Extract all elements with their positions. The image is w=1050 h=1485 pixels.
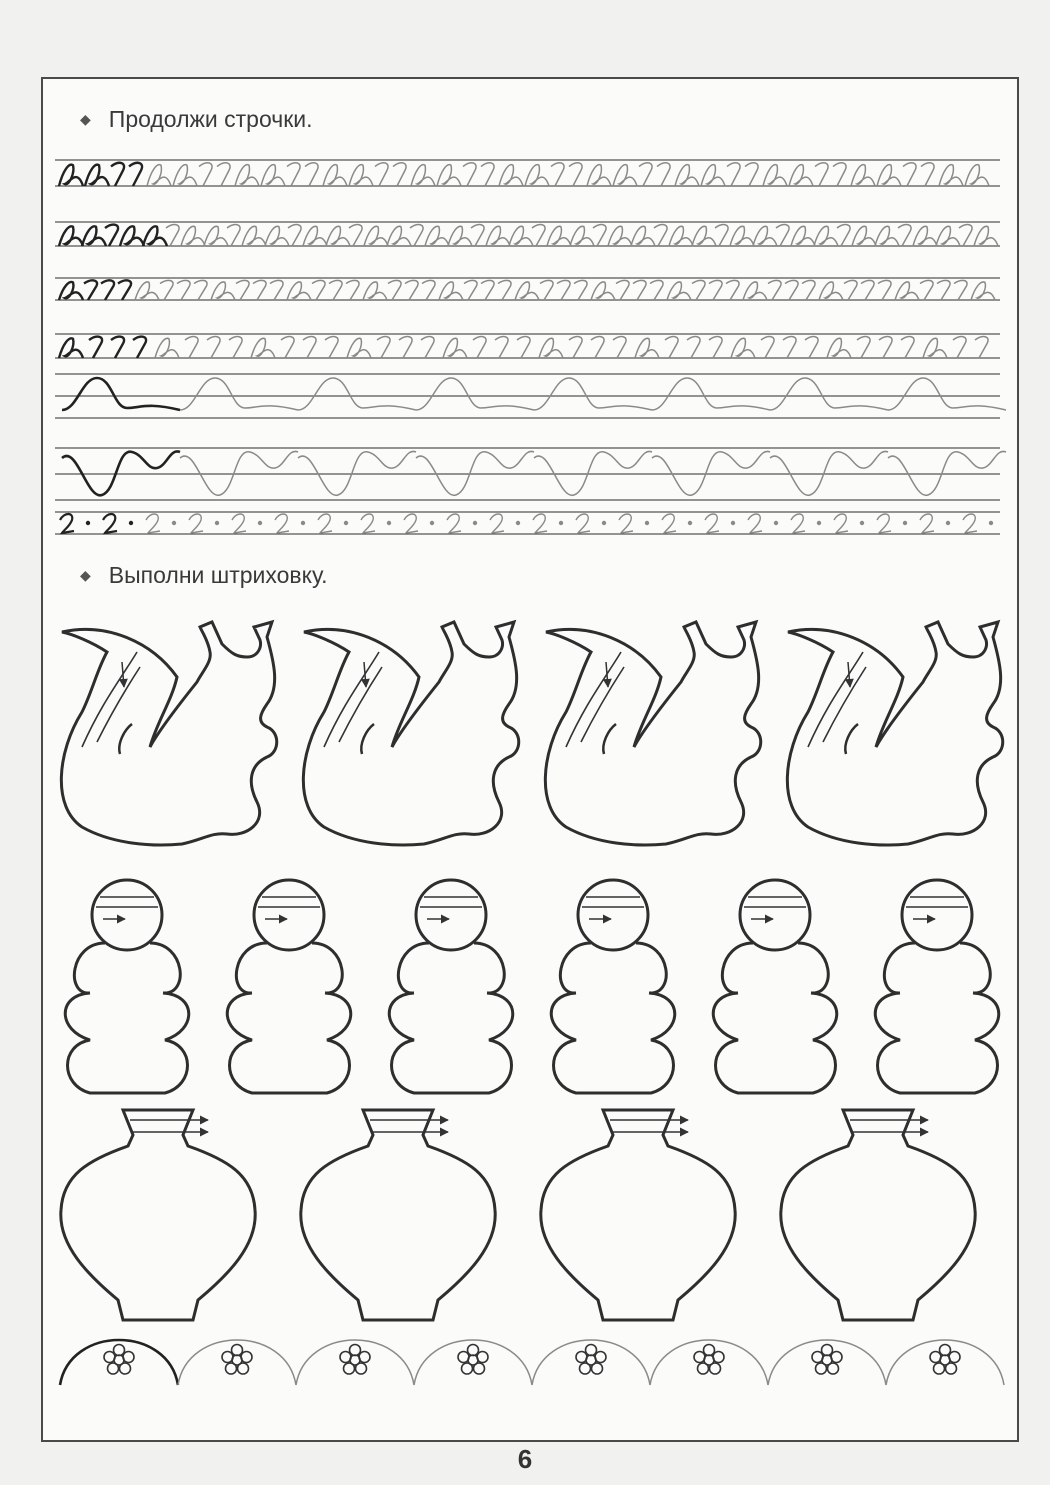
- tracing-letter: [361, 514, 375, 533]
- tracing-stroke: [499, 165, 523, 186]
- tracing-stroke: [616, 280, 629, 300]
- tracing-stroke: [857, 337, 870, 358]
- tracing-stroke: [532, 225, 545, 246]
- handwriting-rows: [55, 160, 1006, 534]
- tracing-stroke: [743, 282, 767, 300]
- tracing-stroke: [675, 165, 699, 186]
- tracing-stroke: [539, 338, 563, 358]
- tracing-letter: [791, 514, 805, 533]
- tracing-stroke: [349, 165, 373, 186]
- tracing-stroke: [939, 165, 963, 186]
- tracing-stroke: [129, 163, 142, 186]
- tracing-stroke: [287, 163, 300, 186]
- squirrel-figure: [545, 622, 760, 845]
- tracing-letter: [490, 514, 504, 533]
- tracing-stroke: [265, 226, 289, 246]
- tracing-stroke: [227, 225, 240, 246]
- tracing-stroke: [923, 338, 947, 358]
- tracing-stroke: [709, 337, 722, 358]
- tracing-stroke: [281, 337, 294, 358]
- tracing-stroke: [207, 337, 220, 358]
- tracing-stroke: [387, 226, 411, 246]
- tracing-stroke: [633, 280, 646, 300]
- tracing-stroke: [85, 165, 109, 186]
- tracing-stroke: [551, 163, 564, 186]
- tracing-dot: [645, 521, 649, 525]
- border-arch: [768, 1340, 886, 1385]
- tracing-stroke: [204, 226, 228, 246]
- border-arch: [60, 1340, 178, 1385]
- tracing-stroke: [833, 163, 846, 186]
- tracing-stroke: [879, 337, 892, 358]
- pot-figure: [541, 1110, 735, 1320]
- tracing-dot: [903, 521, 907, 525]
- tracing-stroke: [639, 163, 652, 186]
- tracing-stroke: [878, 280, 891, 300]
- flower-icon: [458, 1345, 488, 1375]
- tracing-stroke: [473, 337, 486, 358]
- tracing-dot: [516, 521, 520, 525]
- tracing-stroke: [111, 337, 124, 358]
- tracing-stroke: [877, 165, 901, 186]
- tracing-stroke: [727, 163, 740, 186]
- tracing-stroke: [181, 226, 205, 246]
- tracing-stroke: [471, 225, 484, 246]
- border-arch: [886, 1340, 1004, 1385]
- tracing-dot: [946, 521, 950, 525]
- tracing-stroke: [177, 280, 190, 300]
- tracing-stroke: [913, 226, 937, 246]
- tracing-stroke: [844, 280, 857, 300]
- tracing-dot: [774, 521, 778, 525]
- tracing-stroke: [753, 226, 777, 246]
- tracing-stroke: [229, 337, 242, 358]
- tracing-stroke: [591, 282, 615, 300]
- tracing-dot: [989, 521, 993, 525]
- tracing-stroke: [827, 338, 851, 358]
- tracing-stroke: [819, 282, 843, 300]
- border-arch: [532, 1340, 650, 1385]
- tracing-stroke: [692, 226, 716, 246]
- tracing-stroke: [745, 163, 758, 186]
- tracing-stroke: [936, 226, 960, 246]
- tracing-stroke: [569, 163, 582, 186]
- tracing-stroke: [323, 165, 347, 186]
- tracing-stroke: [364, 226, 388, 246]
- tracing-letter: [275, 514, 289, 533]
- tracing-dot: [731, 521, 735, 525]
- tracing-stroke: [540, 280, 553, 300]
- tracing-stroke: [763, 165, 787, 186]
- tracing-stroke: [715, 225, 728, 246]
- tracing-stroke: [920, 280, 933, 300]
- tracing-stroke: [481, 163, 494, 186]
- tracing-stroke: [346, 280, 359, 300]
- tracing-stroke: [701, 165, 725, 186]
- tracing-letter: [576, 514, 590, 533]
- tracing-stroke: [325, 337, 338, 358]
- flower-icon: [340, 1345, 370, 1375]
- tracing-stroke: [635, 338, 659, 358]
- tracing-stroke: [388, 280, 401, 300]
- tracing-stroke: [901, 337, 914, 358]
- tracing-stroke: [120, 226, 144, 246]
- tracing-stroke: [547, 226, 571, 246]
- bullet-icon: ◆: [80, 567, 91, 583]
- tracing-stroke: [287, 282, 311, 300]
- tracing-stroke: [147, 165, 171, 186]
- tracing-stroke: [631, 226, 655, 246]
- pot-row: [61, 1110, 975, 1320]
- tracing-dot: [430, 521, 434, 525]
- tracing-stroke: [509, 226, 533, 246]
- tracing-stroke: [166, 225, 179, 246]
- tracing-stroke: [921, 163, 934, 186]
- tracing-letter: [447, 514, 461, 533]
- tracing-dot: [172, 521, 176, 525]
- border-arch: [178, 1340, 296, 1385]
- tracing-stroke: [155, 338, 179, 358]
- tracing-dot: [215, 521, 219, 525]
- tracing-letter: [877, 514, 891, 533]
- snowman-row: [65, 880, 999, 1093]
- tracing-letter: [963, 514, 977, 533]
- tracing-stroke: [498, 280, 511, 300]
- tracing-stroke: [709, 280, 722, 300]
- tracing-stroke: [105, 225, 118, 246]
- task-instruction: Продолжи строчки.: [108, 106, 313, 132]
- tracing-stroke: [199, 163, 212, 186]
- tracing-stroke: [953, 337, 966, 358]
- flower-icon: [930, 1345, 960, 1375]
- tracing-wave: [298, 378, 416, 410]
- border-arch: [650, 1340, 768, 1385]
- tracing-wave: [770, 378, 888, 410]
- tracing-stroke: [593, 225, 606, 246]
- tracing-letter: [232, 514, 246, 533]
- tracing-stroke: [785, 280, 798, 300]
- tracing-stroke: [657, 163, 670, 186]
- tracing-stroke: [464, 280, 477, 300]
- flower-border: [60, 1340, 1004, 1385]
- tracing-stroke: [270, 280, 283, 300]
- tracing-stroke: [761, 337, 774, 358]
- tracing-stroke: [731, 338, 755, 358]
- tracing-stroke: [692, 280, 705, 300]
- tracing-stroke: [59, 226, 83, 246]
- squirrel-row: [61, 622, 1002, 845]
- bullet-icon: ◆: [80, 111, 91, 127]
- tracing-dot: [473, 521, 477, 525]
- tracing-stroke: [574, 280, 587, 300]
- tracing-stroke: [495, 337, 508, 358]
- tracing-stroke: [173, 165, 197, 186]
- tracing-dot: [129, 521, 133, 525]
- tracing-stroke: [135, 282, 159, 300]
- squirrel-figure: [61, 622, 276, 845]
- tracing-stroke: [303, 337, 316, 358]
- tracing-wave: [888, 378, 1006, 410]
- tracing-stroke: [525, 165, 549, 186]
- tracing-stroke: [236, 280, 249, 300]
- tracing-stroke: [959, 225, 972, 246]
- tracing-stroke: [242, 226, 266, 246]
- pot-figure: [781, 1110, 975, 1320]
- tracing-stroke: [349, 225, 362, 246]
- tracing-stroke: [903, 163, 916, 186]
- tracing-letter: [662, 514, 676, 533]
- page-number: 6: [517, 1444, 533, 1474]
- tracing-dot: [344, 521, 348, 525]
- tracing-stroke: [312, 280, 325, 300]
- tracing-wave: [652, 378, 770, 410]
- tracing-stroke: [439, 282, 463, 300]
- tracing-dot: [86, 521, 90, 525]
- tracing-stroke: [587, 165, 611, 186]
- tracing-stroke: [393, 163, 406, 186]
- snowman-figure: [389, 880, 513, 1093]
- tracing-dot: [688, 521, 692, 525]
- tracing-stroke: [133, 337, 146, 358]
- tracing-stroke: [443, 338, 467, 358]
- tracing-stroke: [253, 280, 266, 300]
- tracing-stroke: [261, 165, 285, 186]
- tracing-stroke: [557, 280, 570, 300]
- tracing-stroke: [305, 163, 318, 186]
- tracing-stroke: [974, 226, 998, 246]
- tracing-stroke: [654, 225, 667, 246]
- tracing-letter: [146, 514, 160, 533]
- tracing-stroke: [726, 280, 739, 300]
- tracing-stroke: [591, 337, 604, 358]
- snowman-figure: [551, 880, 675, 1093]
- tracing-stroke: [118, 280, 131, 300]
- tracing-stroke: [669, 226, 693, 246]
- tracing-stroke: [59, 165, 83, 186]
- tracing-dot: [817, 521, 821, 525]
- tracing-stroke: [665, 337, 678, 358]
- tracing-stroke: [954, 280, 967, 300]
- tracing-stroke: [101, 280, 114, 300]
- tracing-stroke: [802, 280, 815, 300]
- squirrel-figure: [303, 622, 518, 845]
- tracing-letter: [189, 514, 203, 533]
- tracing-stroke: [517, 337, 530, 358]
- tracing-stroke: [251, 338, 275, 358]
- tracing-stroke: [481, 280, 494, 300]
- tracing-wave: [62, 378, 180, 410]
- tracing-stroke: [783, 337, 796, 358]
- tracing-wave: [416, 378, 534, 410]
- tracing-stroke: [235, 165, 259, 186]
- tracing-dot: [258, 521, 262, 525]
- tracing-stroke: [937, 280, 950, 300]
- tracing-stroke: [143, 226, 167, 246]
- tracing-stroke: [895, 282, 919, 300]
- tracing-stroke: [898, 225, 911, 246]
- tracing-stroke: [875, 226, 899, 246]
- tracing-letter: [920, 514, 934, 533]
- tracing-letter: [705, 514, 719, 533]
- tracing-stroke: [111, 163, 124, 186]
- tracing-stroke: [650, 280, 663, 300]
- tracing-stroke: [861, 280, 874, 300]
- border-arch: [414, 1340, 532, 1385]
- tracing-stroke: [789, 165, 813, 186]
- pot-figure: [61, 1110, 255, 1320]
- tracing-letter: [60, 514, 74, 533]
- tracing-letter: [834, 514, 848, 533]
- pot-figure: [301, 1110, 495, 1320]
- tracing-dot: [559, 521, 563, 525]
- tracing-stroke: [399, 337, 412, 358]
- tracing-stroke: [326, 226, 350, 246]
- tracing-stroke: [59, 282, 83, 300]
- tracing-stroke: [975, 337, 988, 358]
- tracing-stroke: [347, 338, 371, 358]
- tracing-stroke: [410, 225, 423, 246]
- tracing-stroke: [405, 280, 418, 300]
- tracing-stroke: [185, 337, 198, 358]
- tracing-letter: [103, 514, 117, 533]
- tracing-dot: [602, 521, 606, 525]
- snowman-figure: [875, 880, 999, 1093]
- tracing-wave: [534, 378, 652, 410]
- flower-icon: [222, 1345, 252, 1375]
- tracing-dot: [301, 521, 305, 525]
- tracing-stroke: [363, 282, 387, 300]
- tracing-stroke: [608, 226, 632, 246]
- tracing-stroke: [486, 226, 510, 246]
- tracing-letter: [318, 514, 332, 533]
- tracing-letter: [533, 514, 547, 533]
- tracing-stroke: [971, 282, 995, 300]
- flower-icon: [576, 1345, 606, 1375]
- tracing-stroke: [667, 282, 691, 300]
- flower-icon: [812, 1345, 842, 1375]
- tracing-stroke: [814, 226, 838, 246]
- tracing-stroke: [852, 226, 876, 246]
- tracing-stroke: [791, 226, 815, 246]
- tracing-dot: [387, 521, 391, 525]
- tracing-stroke: [422, 280, 435, 300]
- flower-icon: [104, 1345, 134, 1375]
- tracing-stroke: [89, 337, 102, 358]
- flower-icon: [694, 1345, 724, 1375]
- tracing-stroke: [84, 280, 97, 300]
- tracing-stroke: [570, 226, 594, 246]
- tracing-stroke: [377, 337, 390, 358]
- tracing-stroke: [965, 165, 989, 186]
- border-arch: [296, 1340, 414, 1385]
- tracing-stroke: [303, 226, 327, 246]
- tracing-stroke: [329, 280, 342, 300]
- tracing-dot: [860, 521, 864, 525]
- tracing-stroke: [375, 163, 388, 186]
- snowman-figure: [227, 880, 351, 1093]
- snowman-figure: [713, 880, 837, 1093]
- tracing-stroke: [411, 165, 435, 186]
- task-instruction: Выполни штриховку.: [108, 562, 328, 588]
- tracing-stroke: [463, 163, 476, 186]
- tracing-letter: [619, 514, 633, 533]
- snowman-figure: [65, 880, 189, 1093]
- tracing-stroke: [805, 337, 818, 358]
- tracing-stroke: [687, 337, 700, 358]
- tracing-stroke: [730, 226, 754, 246]
- squirrel-figure: [787, 622, 1002, 845]
- tracing-stroke: [613, 337, 626, 358]
- tracing-stroke: [160, 280, 173, 300]
- tracing-stroke: [425, 226, 449, 246]
- tracing-wave: [180, 378, 298, 410]
- tracing-stroke: [815, 163, 828, 186]
- tracing-stroke: [613, 165, 637, 186]
- tracing-stroke: [421, 337, 434, 358]
- tracing-stroke: [217, 163, 230, 186]
- tracing-stroke: [194, 280, 207, 300]
- tracing-stroke: [59, 338, 83, 358]
- tracing-letter: [748, 514, 762, 533]
- tracing-stroke: [288, 225, 301, 246]
- tracing-stroke: [515, 282, 539, 300]
- tracing-stroke: [837, 225, 850, 246]
- tracing-stroke: [211, 282, 235, 300]
- tracing-stroke: [448, 226, 472, 246]
- tracing-stroke: [851, 165, 875, 186]
- tracing-letter: [404, 514, 418, 533]
- tracing-stroke: [569, 337, 582, 358]
- tracing-stroke: [437, 165, 461, 186]
- tracing-stroke: [776, 225, 789, 246]
- tracing-stroke: [768, 280, 781, 300]
- tracing-stroke: [82, 226, 106, 246]
